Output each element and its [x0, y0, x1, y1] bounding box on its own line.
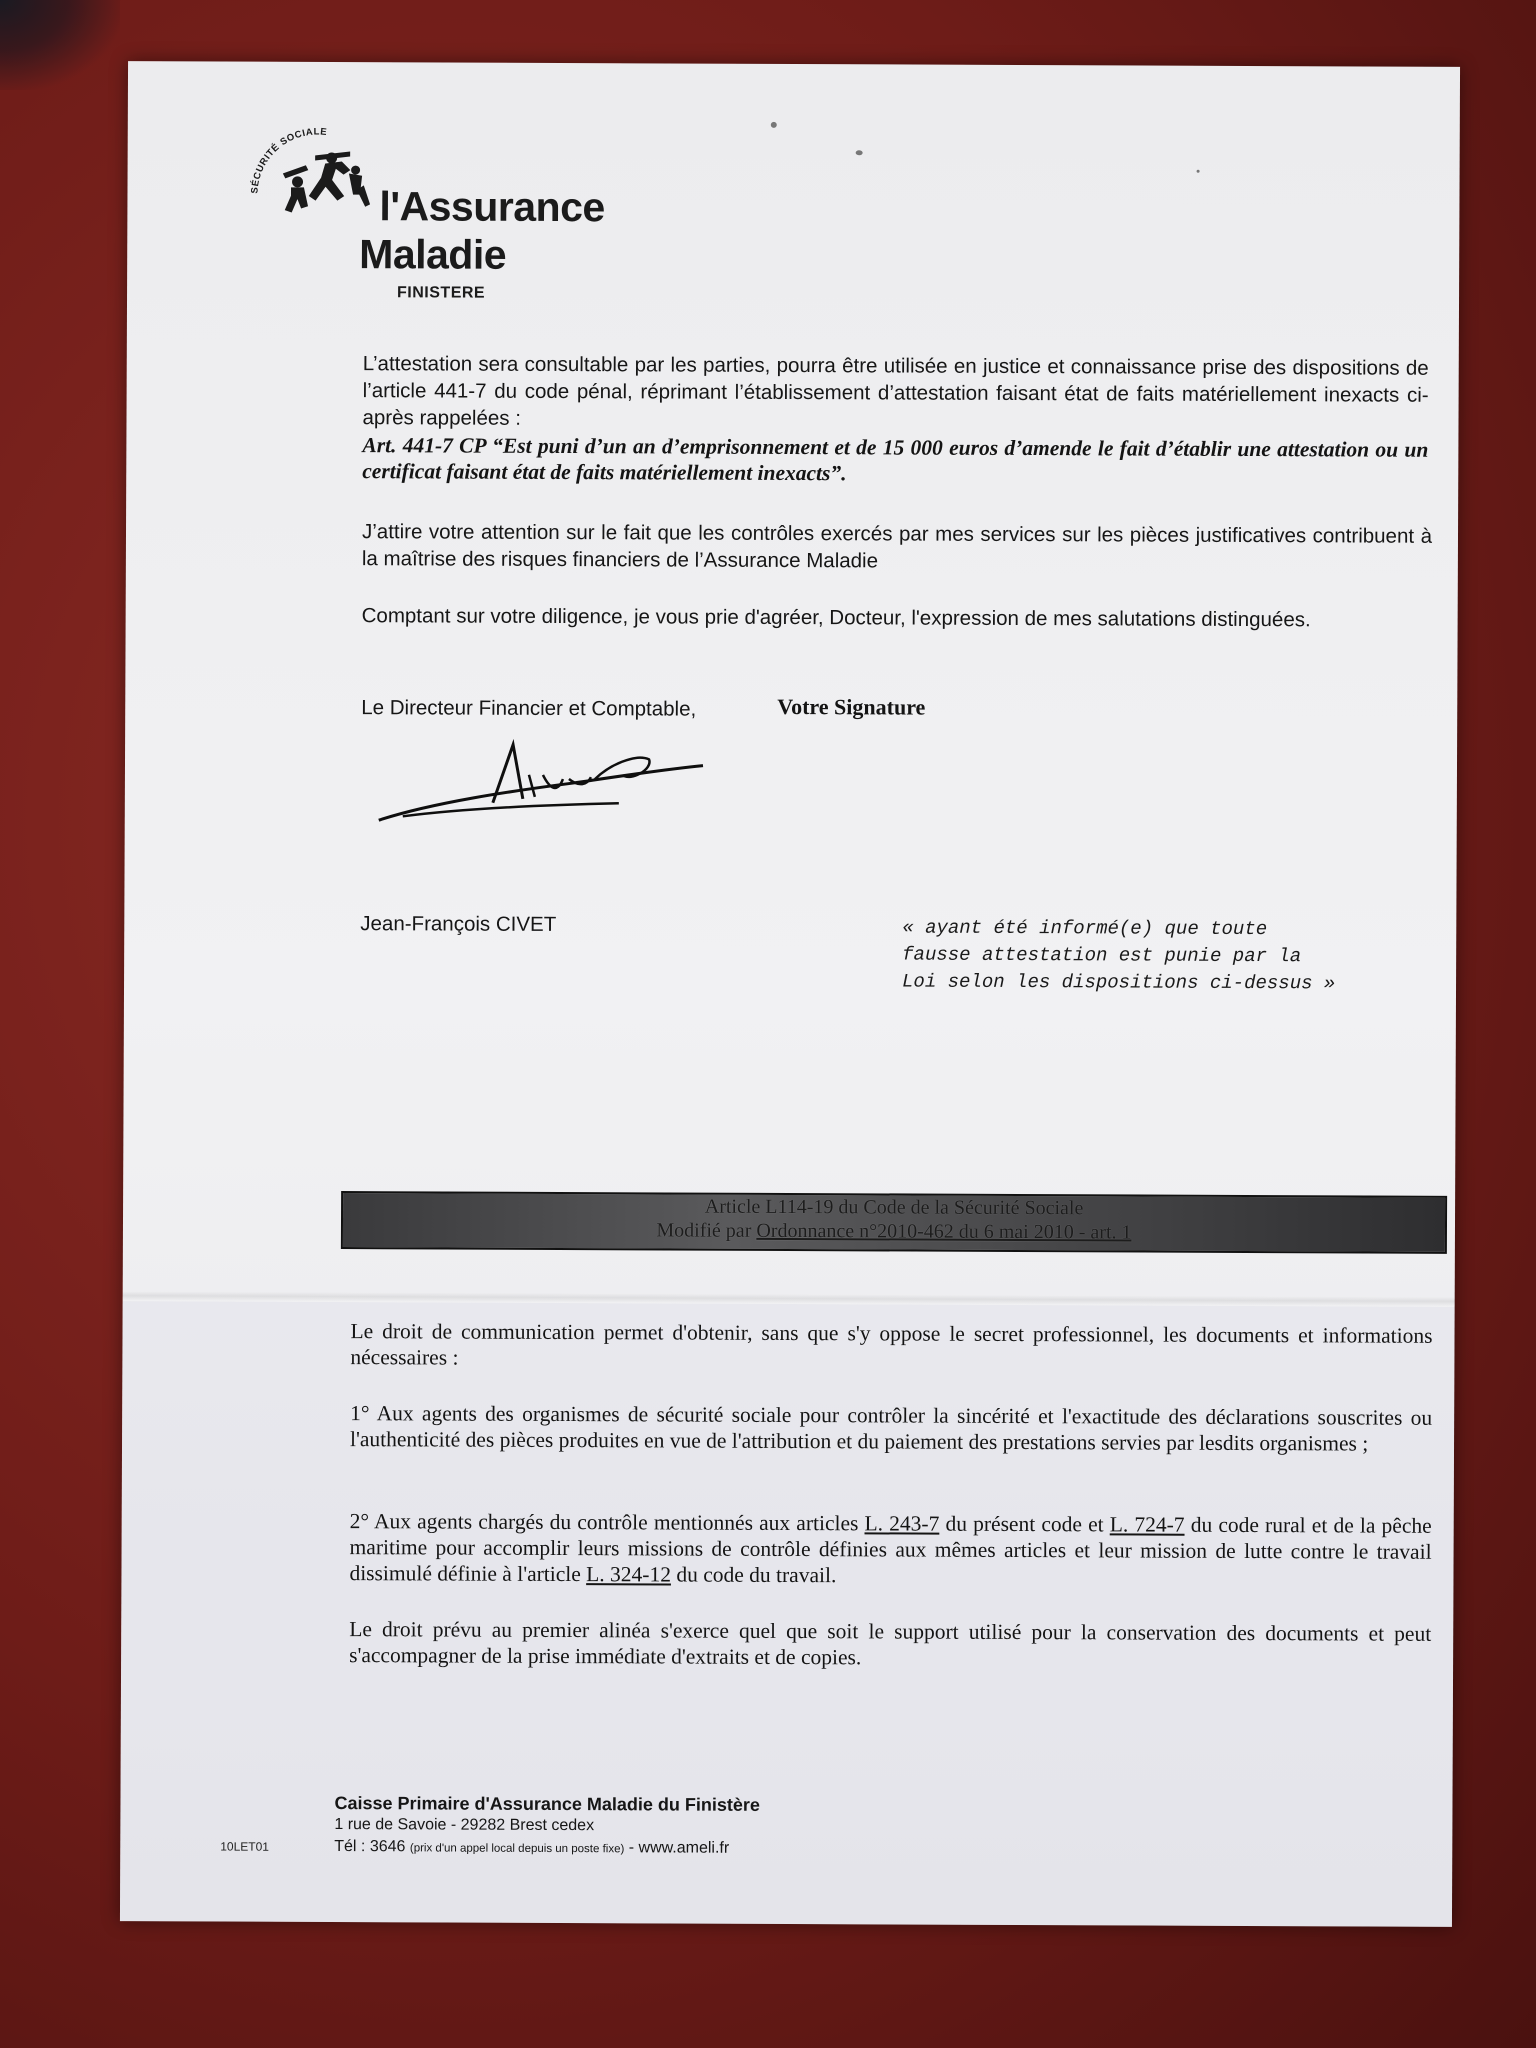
- article-closing: Le droit prévu au premier alinéa s'exerce quel que soit le support utilisé pour la conservation des documents et peut s'accompagner de la prise immédiate d'extraits et de copies.: [349, 1617, 1432, 1670]
- logo-line2: Maladie: [359, 231, 507, 278]
- link-l-324-12[interactable]: L. 324-12: [586, 1562, 672, 1587]
- paragraph-closing: Comptant sur votre diligence, je vous prie d'agréer, Docteur, l'expression de mes salutations distinguées.: [361, 604, 1311, 632]
- footer-website[interactable]: - www.ameli.fr: [628, 1839, 730, 1857]
- item2-text-d: du code du travail.: [670, 1562, 837, 1588]
- article-441-7-quote: Art. 441-7 CP “Est puni d’un an d’emprisonnement et de 15 000 euros d’amende le fait d’établir une attestation ou un certificat faisant état de faits matériellement inexacts”.: [362, 433, 1429, 486]
- letter-page: [120, 61, 1460, 1927]
- footer-org: Caisse Primaire d'Assurance Maladie du Finistère: [334, 1793, 760, 1815]
- footer-phone-label: Tél : 3646: [334, 1838, 406, 1856]
- banner-line2-prefix: Modifié par: [656, 1219, 757, 1242]
- background-corner-shadow: [0, 0, 120, 90]
- item2-text-c: du code rural et de la pêche maritime pour accomplir leurs missions de contrôle définies aux mêmes articles et leur mission de lutte contre le travail dissimulé définie à l'article: [349, 1512, 1432, 1587]
- footer-phone-note: (prix d'un appel local depuis un poste fixe): [409, 1842, 625, 1856]
- link-l-724-7[interactable]: L. 724-7: [1109, 1512, 1185, 1537]
- statement-line3: Loi selon les dispositions ci-dessus »: [902, 970, 1336, 995]
- logo-arc-text: SÉCURITÉ SOCIALE: [249, 126, 328, 194]
- assurance-maladie-logo: [245, 116, 605, 307]
- logo-department: FINISTERE: [397, 284, 486, 302]
- paragraph-controls: J’attire votre attention sur le fait que les contrôles exercés par mes services sur les pièces justificatives contribuent à la maîtrise des risques financiers de l’Assurance Maladie: [361, 520, 1433, 573]
- logo-line1: l'Assurance: [379, 183, 605, 231]
- statement-line1: « ayant été informé(e) que toute: [902, 916, 1268, 941]
- article-banner: [341, 1191, 1447, 1254]
- document-ref-code: 10LET01: [220, 1839, 270, 1854]
- article-item-2: [349, 1508, 1431, 1591]
- item2-text-a: 2° Aux agents chargés du contrôle mentionnés aux articles: [349, 1509, 865, 1536]
- article-intro: Le droit de communication permet d'obtenir, sans que s'y oppose le secret professionnel, les documents et informations nécessaires :: [350, 1319, 1433, 1370]
- paragraph-attestation: L’attestation sera consultable par les parties, pourra être utilisée en justice et connaissance prise des dispositions de l’article 441-7 du code pénal, réprimant l’établissement d’attestation faisant état de faits matériellement inexacts ci-après rappelées :: [362, 352, 1429, 430]
- statement-line2: fausse attestation est punie par la: [902, 943, 1302, 968]
- link-l-243-7[interactable]: L. 243-7: [864, 1511, 940, 1536]
- ordonnance-link[interactable]: Ordonnance n°2010-462 du 6 mai 2010 - art. 1: [756, 1219, 1132, 1244]
- director-signature: [373, 724, 713, 835]
- banner-line1: Article L114-19 du Code de la Sécurité Sociale: [704, 1195, 1084, 1220]
- item2-text-b: du présent code et: [939, 1511, 1110, 1537]
- footer-phone: [334, 1836, 934, 1862]
- your-signature-label: Votre Signature: [777, 693, 926, 720]
- director-title: Le Directeur Financier et Comptable,: [361, 696, 697, 721]
- article-item-1: 1° Aux agents des organismes de sécurité sociale pour contrôler la sincérité et l'exactitude des déclarations souscrites ou l'authenticité des pièces produites en vue de l'attribution et du paiement des prestations servies par lesdits organismes ;: [350, 1401, 1433, 1456]
- director-name: Jean-François CIVET: [360, 912, 557, 936]
- banner-line2: [343, 1217, 1445, 1246]
- footer-address: 1 rue de Savoie - 29282 Brest cedex: [334, 1816, 595, 1835]
